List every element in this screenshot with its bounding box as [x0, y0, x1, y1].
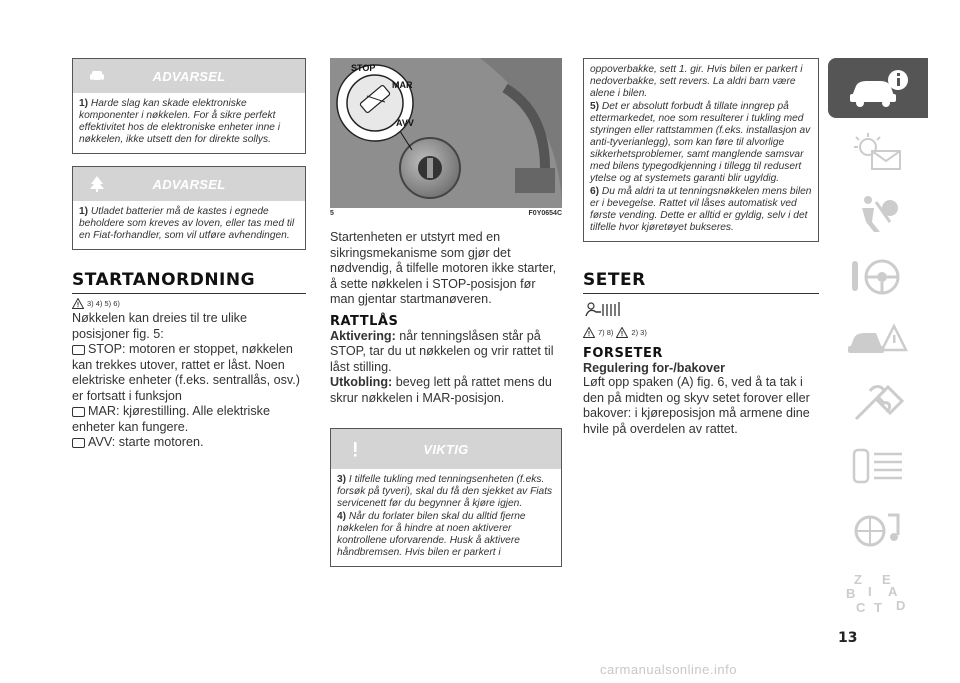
page-number: 13: [838, 630, 858, 646]
note-refs: 3) 4) 5) 6): [87, 299, 120, 308]
alphabetical-index-icon: [846, 570, 910, 614]
tyres-icon: [846, 444, 910, 488]
airbag-icon: [846, 192, 910, 236]
ignition-photo: [330, 58, 562, 208]
accident-icon: [846, 318, 910, 362]
svg-text:T: T: [874, 600, 882, 614]
tab-service[interactable]: [828, 373, 928, 433]
label-mar: MAR: [392, 80, 413, 90]
section-title: SETER: [583, 270, 819, 294]
svg-text:B: B: [846, 586, 856, 601]
warning-triangle-icon: [72, 298, 84, 309]
tab-airbag[interactable]: [828, 184, 928, 244]
warning-triangle-icon: [583, 327, 595, 338]
seat-warning-icon: [583, 300, 625, 318]
svg-text:I: I: [868, 584, 872, 599]
warning-title: ADVARSEL: [152, 177, 226, 192]
continued-note-box: oppoverbakke, sett 1. gir. Hvis bilen er parkert i nedoverbakke, sett revers. La aldri barn være alene i bilen. 5) Det er absolutt forbudt å tillate inngrep på ettermarkedet, noe som resulterer i tukling med styringen eller rattstammen (f.eks. installasjon av anti-tyverianlegg), som kan føre til alvorlige sikkerhetsproblemer, samt manglende samsvar med bilens typegodkjenning i tillegg til redusert ytelse og at systemets garanti blir ugyldig. 6) Du må aldri ta ut tenningsnøkkelen mens bilen er i bevegelse. Rattet vil låses automatisk ved første vending. Dette er alltid er gyldig, selv i det tilfelle hvor kjøretøyet bukseres.: [583, 58, 819, 242]
media-icon: [846, 507, 910, 551]
warning-box-2: ADVARSEL 1) Utladet batterier må de kastes i egnede beholdere som kreves av loven, eller tas med til en Fiat-forhandler, som vil utføre avhendingen.: [72, 166, 306, 250]
warning-text: Harde slag kan skade elektroniske komponenter i nøkkelen. For å sikre perfekt effektivitet hos de elektroniske enheter inne i nøkkelen, ikke utsett den for direkte sollys.: [79, 98, 281, 145]
car-info-icon: [846, 66, 910, 110]
section-title: STARTANORDNING: [72, 270, 306, 294]
key-icon: [72, 438, 85, 448]
warning-box-1: ADVARSEL 1) Harde slag kan skade elektroniske komponenter i nøkkelen. For å sikre perfekt effektivitet hos de elektroniske enheter inne i nøkkelen, ikke utsett den for direkte sollys.: [72, 58, 306, 154]
ignition-illustration: [330, 58, 562, 208]
warning-text: Utladet batterier må de kastes i egnede beholdere som kreves av loven, eller tas med til en Fiat-forhandler, som vil utføre avhendingen.: [79, 206, 295, 241]
service-tools-icon: [846, 381, 910, 425]
column-left: [72, 58, 306, 451]
warning-title: ADVARSEL: [152, 69, 226, 84]
svg-text:E: E: [882, 572, 891, 587]
svg-text:C: C: [856, 600, 866, 614]
tab-media[interactable]: [828, 499, 928, 559]
column-right: [583, 58, 819, 437]
tab-warning-lights[interactable]: [828, 121, 928, 181]
tab-emergency[interactable]: [828, 310, 928, 370]
figure-caption: [330, 210, 562, 217]
column-middle: STOP MAR AVV 5 F0Y0654C Startenheten er utstyrt med en sikringsmekanisme som gjør det nødvendig, å tilfelle motoren ikke starter, å sette nøkkelen i STOP-posisjon før man gjentar startmanøveren. RATTLÅS Aktivering: når tenningslåsen står på STOP, tar du ut nøkkelen og vrir rattet til låst stilling. Utkobling: beveg lett på rattet mens du skrur nøkkelen i MAR-posisjon. VIKTIG 3) I tilfelle tukling med tenningsenheten (f.eks. forsøk på tyveri), skal du få den sjekket av Fiats servicenett før du begynner å kjøre igjen. 4) Når du forlater bilen skal du alltid fjerne nøkkelen for å hindre at noen aktiverer kontrollene uforvarende. Husk å aktivere håndbremsen. Hvis bilen er parkert i: [330, 58, 562, 567]
body-text: Nøkkelen kan dreies til tre ulike posisjoner fig. 5: STOP: motoren er stoppet, nøkkelen kan trekkes utover, rattet er låst. Noen elektriske enheter (f.eks. sentrallås, osv.) er fortsatt i funksjon MAR: kjørestilling. Alle elektriske enheter kan fungere. AVV: starte motoren.: [72, 311, 300, 449]
svg-text:Z: Z: [854, 572, 862, 587]
subsubsection-title: Regulering for-/bakover: [583, 361, 726, 375]
warning-lights-icon: [846, 129, 910, 173]
watermark: carmanualsonline.info: [600, 662, 737, 677]
warning-triangle-icon: [616, 327, 628, 338]
svg-text:A: A: [888, 584, 898, 599]
activation-label: Aktivering:: [330, 328, 396, 343]
steering-wheel-icon: [846, 255, 910, 299]
label-stop: STOP: [351, 63, 376, 73]
body-text: Startenheten er utstyrt med en sikringsmekanisme som gjør det nødvendig, å tilfelle motoren ikke starter, å sette nøkkelen i STOP-posisjon før man gjentar startmanøveren.: [330, 230, 557, 306]
label-avv: AVV: [396, 118, 414, 128]
key-icon: [72, 407, 85, 417]
tab-tyres[interactable]: [828, 436, 928, 496]
subsection-title: RATTLÅS: [330, 313, 399, 329]
figure-number: 5: [330, 210, 334, 217]
key-icon: [72, 345, 85, 355]
important-title: VIKTIG: [423, 442, 469, 457]
tab-car-info[interactable]: [828, 58, 928, 118]
release-label: Utkobling:: [330, 375, 393, 389]
figure-code: F0Y0654C: [528, 210, 562, 217]
tab-index[interactable]: [828, 562, 928, 622]
chapter-tabs: [828, 58, 928, 625]
note-refs: 2) 3): [631, 328, 647, 337]
subsection-title: FORSETER: [583, 346, 663, 361]
important-box: VIKTIG 3) I tilfelle tukling med tenningsenheten (f.eks. forsøk på tyveri), skal du få den sjekket av Fiats servicenett før du begynner å kjøre igjen. 4) Når du forlater bilen skal du alltid fjerne nøkkelen for å hindre at noen aktiverer kontrollene uforvarende. Husk å aktivere håndbremsen. Hvis bilen er parkert i: [330, 428, 562, 567]
body-text: Løft opp spaken (A) fig. 6, ved å ta tak i den på midten og skyv setet forover eller bakover: i kjøreposisjon må armene dine hvile på overdelen av rattet.: [583, 375, 810, 436]
tab-steering[interactable]: [828, 247, 928, 307]
svg-text:D: D: [896, 598, 906, 613]
note-refs: 7) 8): [598, 328, 614, 337]
